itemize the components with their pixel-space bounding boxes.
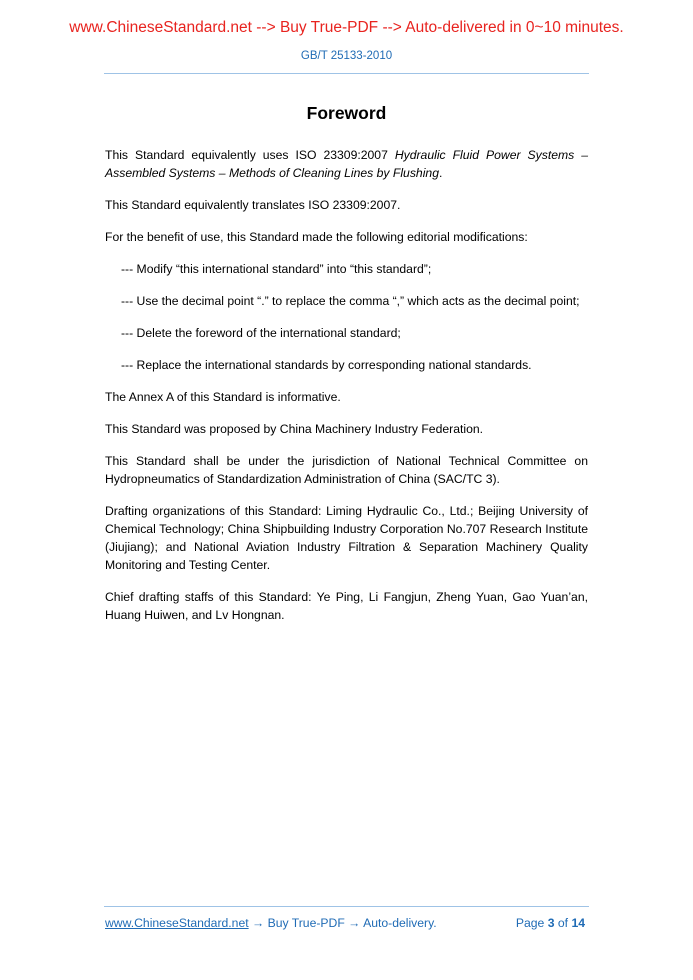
list-item: --- Replace the international standards by corresponding national standards.: [121, 358, 532, 372]
paragraph-proposer: This Standard was proposed by China Machinery Industry Federation.: [105, 422, 484, 436]
document-body: [105, 146, 588, 638]
footer-link-line: [105, 916, 437, 930]
footer-divider: [104, 906, 589, 907]
header-divider: [104, 73, 589, 74]
header-standard-number: GB/T 25133-2010: [300, 50, 393, 62]
page-current: 3: [547, 916, 555, 930]
paragraph-text: .: [438, 166, 443, 180]
website-link[interactable]: www.ChineseStandard.net: [105, 916, 249, 930]
list-item: --- Delete the foreword of the international standard;: [121, 326, 401, 340]
paragraph-jurisdiction: This Standard shall be under the jurisdiction of National Technical Committee on Hydropneumatics of Standardization Administration of China (SAC/TC 3).: [105, 454, 588, 486]
list-item: --- Modify “this international standard” into “this standard”;: [121, 262, 432, 276]
top-banner: www.ChineseStandard.net --> Buy True-PDF --> Auto-delivered in 0~10 minutes.: [69, 19, 624, 36]
cited-standard-title: Hydraulic Fluid Power Systems – Assembled Systems – Methods of Cleaning Lines by Flushing: [105, 148, 588, 180]
page-total: 14: [571, 916, 585, 930]
page-number: [516, 916, 585, 930]
footer-tail-text: → Buy True-PDF → Auto-delivery.: [248, 916, 437, 930]
page-of-label: of: [554, 916, 572, 930]
paragraph-standard-adoption: [105, 146, 588, 182]
paragraph-text: This Standard equivalently uses ISO 23309:2007: [105, 148, 395, 162]
paragraph-drafting-organizations: Drafting organizations of this Standard: Liming Hydraulic Co., Ltd.; Beijing University of Chemical Technology; China Shipbuilding Industry Corporation No.707 Research Institute (Jiujiang); and National Aviation Industry Filtration & Separation Machinery Quality Monitoring and Testing Center.: [105, 504, 588, 572]
paragraph-annex: The Annex A of this Standard is informative.: [105, 390, 341, 404]
paragraph-translation: This Standard equivalently translates ISO 23309:2007.: [105, 198, 401, 212]
page-title: Foreword: [306, 103, 387, 123]
paragraph-modifications-intro: For the benefit of use, this Standard made the following editorial modifications:: [105, 230, 528, 244]
paragraph-drafting-staff: Chief drafting staffs of this Standard: Ye Ping, Li Fangjun, Zheng Yuan, Gao Yuan’an, Huang Huiwen, and Lv Hongnan.: [105, 590, 588, 622]
list-item: --- Use the decimal point “.” to replace the comma “,” which acts as the decimal point;: [121, 294, 580, 308]
page-label: Page: [515, 916, 548, 930]
